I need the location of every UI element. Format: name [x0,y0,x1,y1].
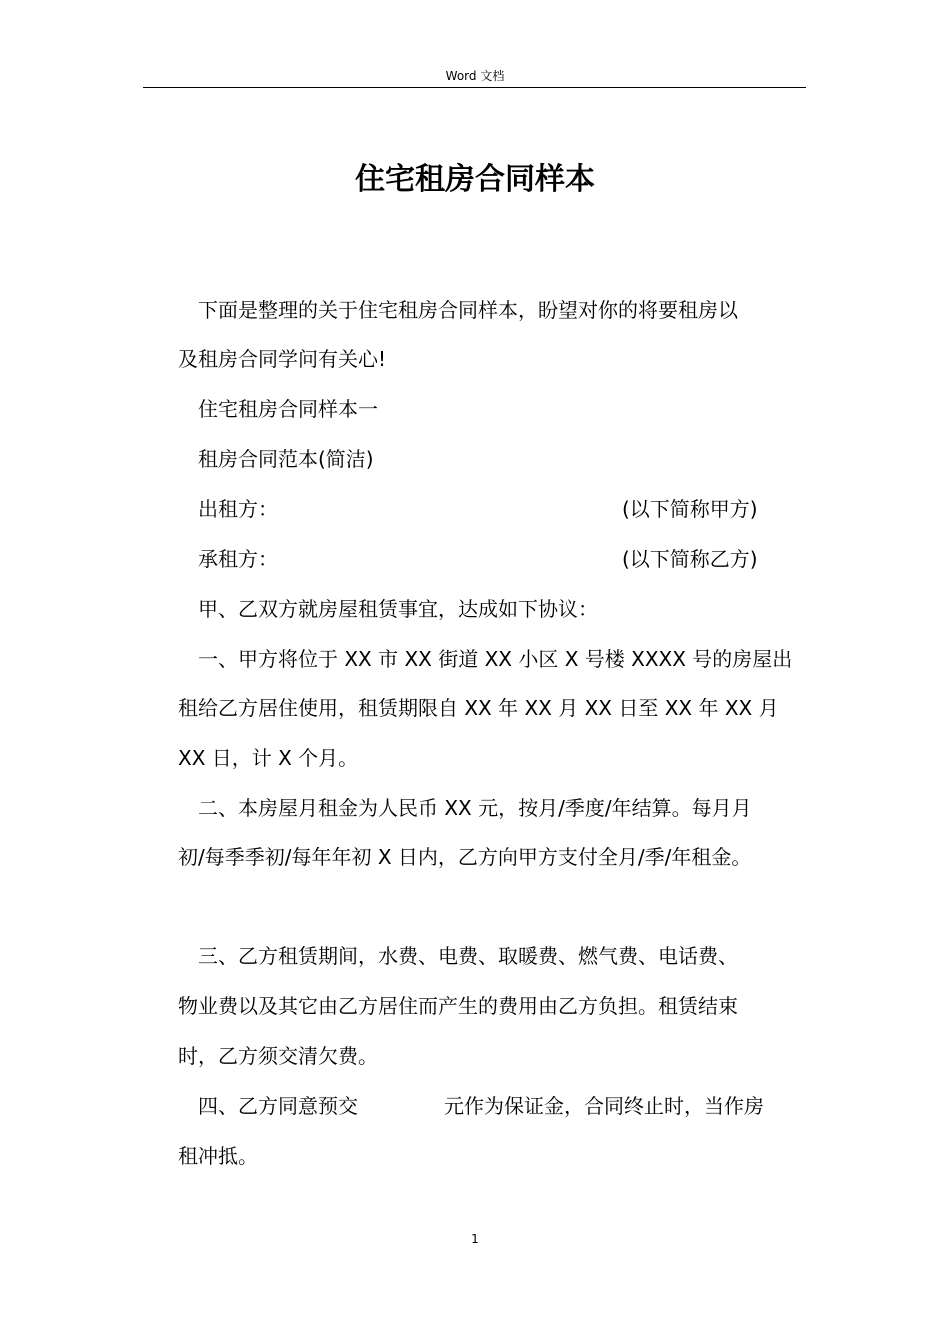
clause3-line-1: 三、乙方租赁期间，水费、电费、取暖费、燃气费、电话费、 [198,944,738,968]
clause2-line-1: 二、本房屋月租金为人民币 XX 元，按月/季度/年结算。每月月 [198,796,752,820]
section-heading: 住宅租房合同样本一 [198,397,378,421]
lessee-note: (以下简称乙方) [622,547,758,571]
clause1-line-1: 一、甲方将位于 XX 市 XX 街道 XX 小区 X 号楼 XXXX 号的房屋出 [198,647,793,671]
clause3-line-2: 物业费以及其它由乙方居住而产生的费用由乙方负担。租赁结束 [178,994,738,1018]
clause4-line-1-part-1: 四、乙方同意预交 [198,1094,358,1118]
lessee-label: 承租方： [198,547,278,571]
lessor-label: 出租方： [198,497,278,521]
page-number: 1 [471,1232,479,1246]
page-header: Word 文档 [445,69,505,83]
header-divider [143,87,806,88]
clause2-line-2: 初/每季季初/每年年初 X 日内，乙方向甲方支付全月/季/年租金。 [178,845,752,869]
clause3-line-3: 时，乙方须交清欠费。 [178,1044,378,1068]
clause1-line-3: XX 日，计 X 个月。 [178,746,359,770]
clause4-line-2: 租冲抵。 [178,1144,258,1168]
agreement-intro: 甲、乙双方就房屋租赁事宜，达成如下协议： [198,597,598,621]
clause4-line-1-part-2: 元作为保证金，合同终止时，当作房 [444,1094,764,1118]
document-title: 住宅租房合同样本 [355,162,595,197]
intro-line-1: 下面是整理的关于住宅租房合同样本，盼望对你的将要租房以 [198,298,738,322]
subheading: 租房合同范本(简洁) [198,447,374,471]
lessor-note: (以下简称甲方) [622,497,758,521]
intro-line-2: 及租房合同学问有关心! [178,347,387,371]
clause1-line-2: 租给乙方居住使用，租赁期限自 XX 年 XX 月 XX 日至 XX 年 XX 月 [178,696,779,720]
